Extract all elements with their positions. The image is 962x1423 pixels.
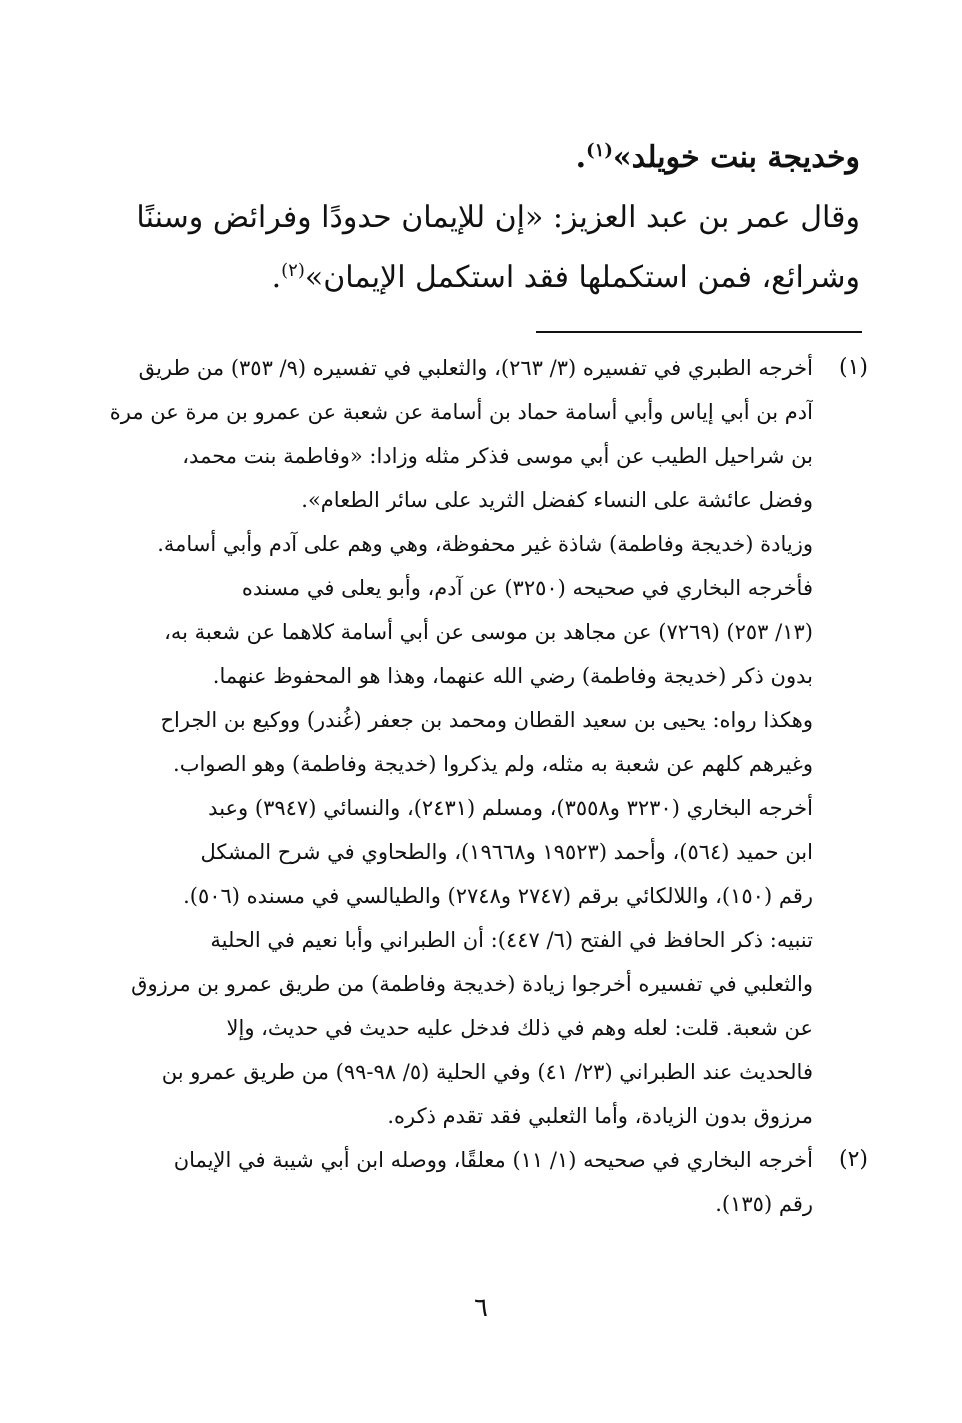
footnote-line: آدم بن أبي إياس وأبي أسامة حماد بن أسامة عن شعبة عن عمرو بن مرة عن مرة [109, 400, 813, 424]
footnote-line: بن شراحيل الطيب عن أبي موسى فذكر مثله وزادا: «وفاطمة بنت محمد، [182, 444, 813, 468]
footnote-line: فالحديث عند الطبراني (٢٣/ ٤١) وفي الحلية (٥/ ٩٨-٩٩) من طريق عمرو بن [161, 1060, 813, 1084]
footnote-2 [78, 1138, 868, 1226]
main-line-3-end: . [271, 260, 282, 295]
main-text [70, 128, 860, 308]
footnote-line: تنبيه: ذكر الحافظ في الفتح (٦/ ٤٤٧): أن الطبراني وأبا نعيم في الحلية [210, 928, 813, 952]
footnote-ref-1[interactable]: (١) [586, 140, 613, 161]
footnote-number: (١) [838, 355, 868, 380]
footnote-separator [536, 331, 862, 333]
footnote-line: أخرجه البخاري في صحيحه (١/ ١١) معلقًا، ووصله ابن أبي شيبة في الإيمان [173, 1148, 813, 1172]
main-line-3-text: وشرائع، فمن استكملها فقد استكمل الإيمان» [304, 260, 860, 295]
footnote-line: بدون ذكر (خديجة وفاطمة) رضي الله عنهما، وهذا هو المحفوظ عنهما. [212, 664, 813, 688]
main-line-1-text: وخديجة بنت خويلد» [612, 140, 860, 175]
footnote-1 [78, 346, 868, 1138]
page-number: ٦ [474, 1293, 488, 1323]
footnote-line: وغيرهم كلهم عن شعبة به مثله، ولم يذكروا (خديجة وفاطمة) وهو الصواب. [173, 752, 813, 776]
footnote-line: رقم (١٥٠)، واللالكائي برقم (٢٧٤٧ و٢٧٤٨) والطيالسي في مسنده (٥٠٦). [183, 884, 813, 908]
footnote-line: فأخرجه البخاري في صحيحه (٣٢٥٠) عن آدم، وأبو يعلى في مسنده [241, 576, 813, 600]
footnote-line: (١٣/ ٢٥٣) (٧٢٦٩) عن مجاهد بن موسى عن أبي أسامة كلاهما عن شعبة به، [164, 620, 813, 644]
footnotes [78, 346, 868, 1226]
main-line-1 [70, 128, 860, 188]
main-line-3 [70, 248, 860, 308]
footnote-line: عن شعبة. قلت: لعله وهم في ذلك فدخل عليه حديث في حديث، وإلا [226, 1016, 813, 1040]
footnote-line: ابن حميد (٥٦٤)، وأحمد (١٩٥٢٣ و١٩٦٦٨)، والطحاوي في شرح المشكل [200, 840, 813, 864]
main-line-1-end: . [575, 140, 587, 175]
footnote-line: والثعلبي في تفسيره أخرجوا زيادة (خديجة وفاطمة) من طريق عمرو بن مرزوق [131, 972, 813, 996]
footnote-line: أخرجه البخاري (٣٢٣٠ و٣٥٥٨)، ومسلم (٢٤٣١)، والنسائي (٣٩٤٧) وعبد [208, 796, 813, 820]
footnote-number: (٢) [838, 1147, 868, 1172]
footnote-line: رقم (١٣٥). [715, 1192, 813, 1216]
footnote-line: وهكذا رواه: يحيى بن سعيد القطان ومحمد بن جعفر (غُندر) ووكيع بن الجراح [160, 708, 813, 732]
footnote-line: وزيادة (خديجة وفاطمة) شاذة غير محفوظة، وهي وهم على آدم وأبي أسامة. [157, 532, 813, 556]
footnote-line: مرزوق بدون الزيادة، وأما الثعلبي فقد تقدم ذكره. [387, 1104, 813, 1128]
footnote-line: أخرجه الطبري في تفسيره (٣/ ٢٦٣)، والثعلبي في تفسيره (٩/ ٣٥٣) من طريق [138, 356, 813, 380]
main-line-2: وقال عمر بن عبد العزيز: «إن للإيمان حدودًا وفرائض وسننًا [136, 200, 860, 235]
footnote-ref-2[interactable]: (٢) [281, 260, 305, 281]
footnote-line: وفضل عائشة على النساء كفضل الثريد على سائر الطعام». [301, 488, 813, 512]
